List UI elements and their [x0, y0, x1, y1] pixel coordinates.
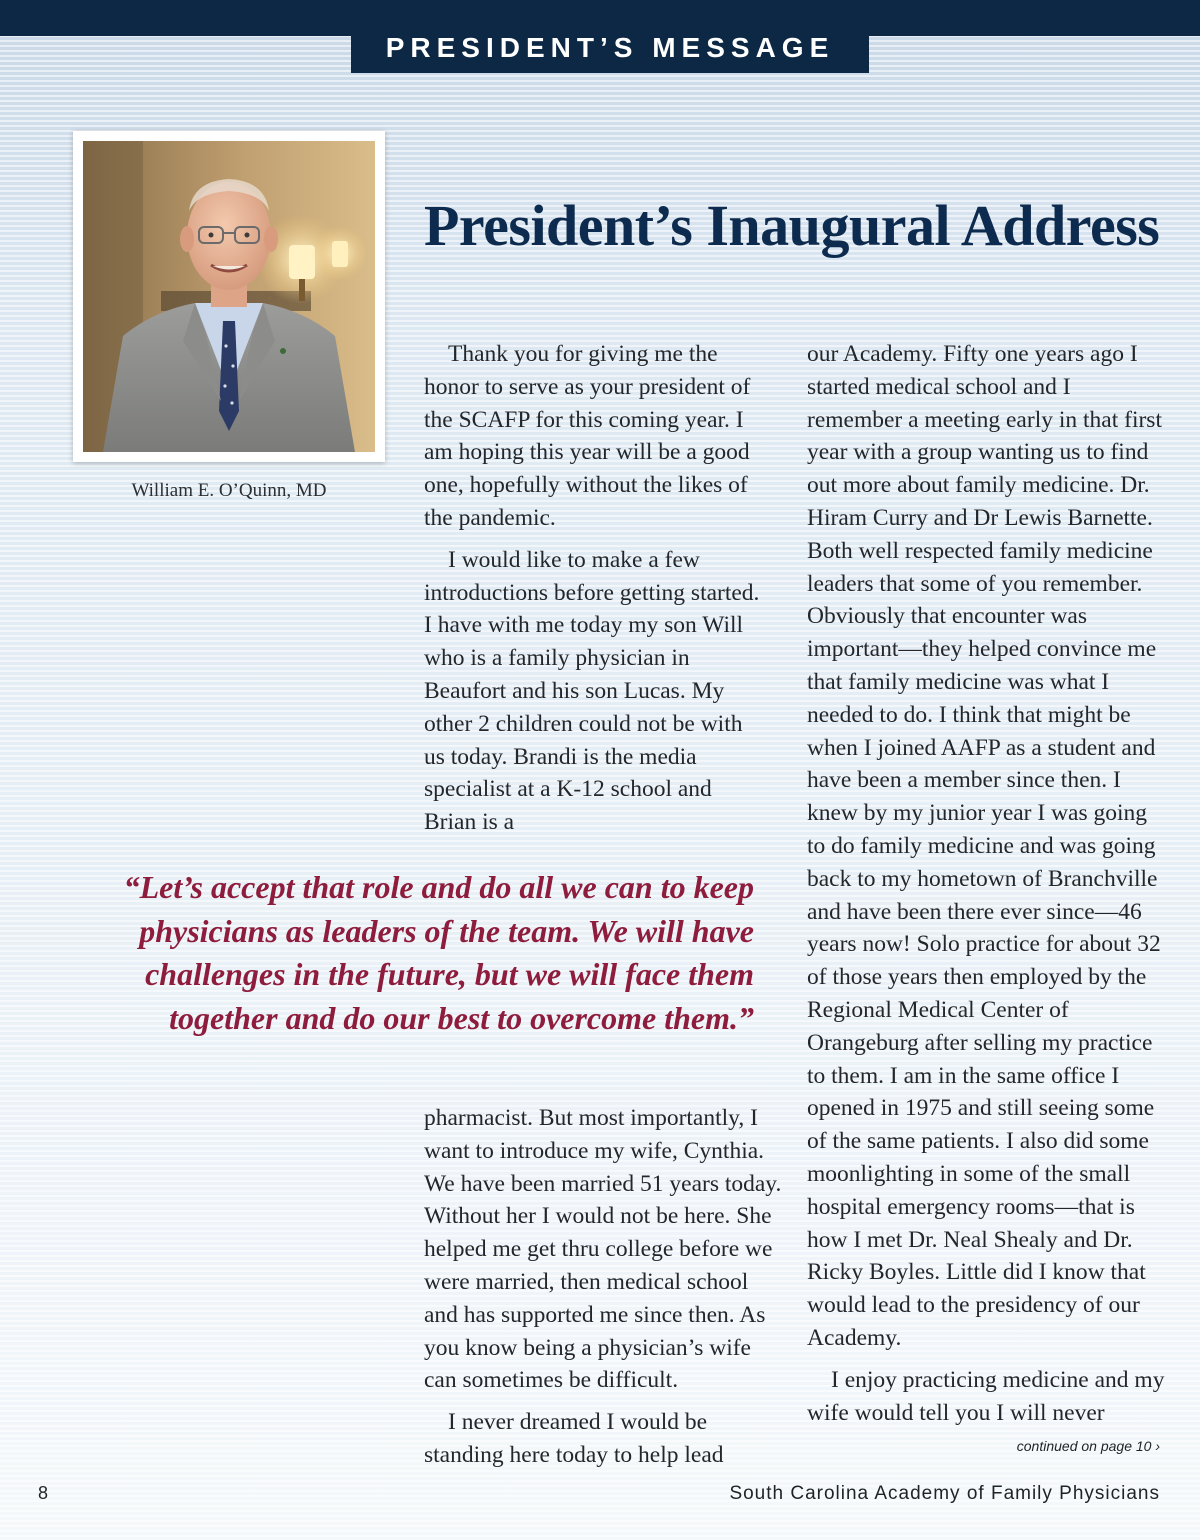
section-label: PRESIDENT’S MESSAGE — [351, 20, 869, 73]
body-paragraph: our Academy. Fifty one years ago I started medical school and I remember a meeting early in that first year with a group wanting us to find out more about family medicine. Dr. Hiram Curry and Dr Lewis Barnette. Both well respected family medicine leaders that some of you remember. Obviously that encounter was important—they helped convince me that family medicine was what I needed to do. I think that might be when I joined AAFP as a student and have been a member since then. I knew by my junior year I was going to do family medicine and was going back to my hometown of Branchville and have been there ever since—46 years now! Solo practice for about 32 of those years then employed by the Regional Medical Center of Orangeburg after selling my practice to them. I am in the same office I opened in 1975 and still seeing some of the same patients. I also did some moonlighting in some of the small hospital emergency rooms—that is how I met Dr. Neal Shealy and Dr. Ricky Boyles. Little did I know that would lead to the presidency of our Academy. — [807, 341, 1162, 1351]
continued-link[interactable]: continued on page 10 › — [1016, 1438, 1160, 1454]
body-paragraph: Thank you for giving me the honor to serve as your president of the SCAFP for this coming year. I am hoping this year will be a good one, hopefully without the likes of the pandemic. — [424, 341, 751, 531]
body-column-1-bottom — [424, 1102, 784, 1481]
body-paragraph: pharmacist. But most importantly, I want to introduce my wife, Cynthia. We have been married 51 years today. Without her I would not be here. She helped me get thru college before we were married, then medical school and has supported me since then. As you know being a physician’s wife can sometimes be difficult. — [424, 1105, 782, 1394]
pull-quote: “Let’s accept that role and do all we can to keep physicians as leaders of the team. We will have challenges in the future, but we will face them together and do our best to overcome them.” — [123, 869, 754, 1036]
body-paragraph: I never dreamed I would be standing here today to help lead — [424, 1409, 724, 1468]
body-column-1-top — [424, 338, 764, 848]
portrait-frame — [73, 131, 385, 462]
page-number: 8 — [38, 1483, 49, 1503]
photo-caption: William E. O’Quinn, MD — [131, 480, 327, 501]
publication-name: South Carolina Academy of Family Physicians — [729, 1483, 1160, 1504]
body-paragraph: I would like to make a few introductions before getting started. I have with me today my son Will who is a family physician in Beaufort and his son Lucas. My other 2 children could not be with us today. Brandi is the media specialist at a K-12 school and Brian is a — [424, 546, 760, 836]
body-column-2 — [807, 338, 1167, 1438]
article-title: President’s Inaugural Address — [424, 193, 1160, 258]
body-paragraph: I enjoy practicing medicine and my wife would tell you I will never — [807, 1366, 1165, 1426]
portrait-photo — [83, 141, 375, 452]
